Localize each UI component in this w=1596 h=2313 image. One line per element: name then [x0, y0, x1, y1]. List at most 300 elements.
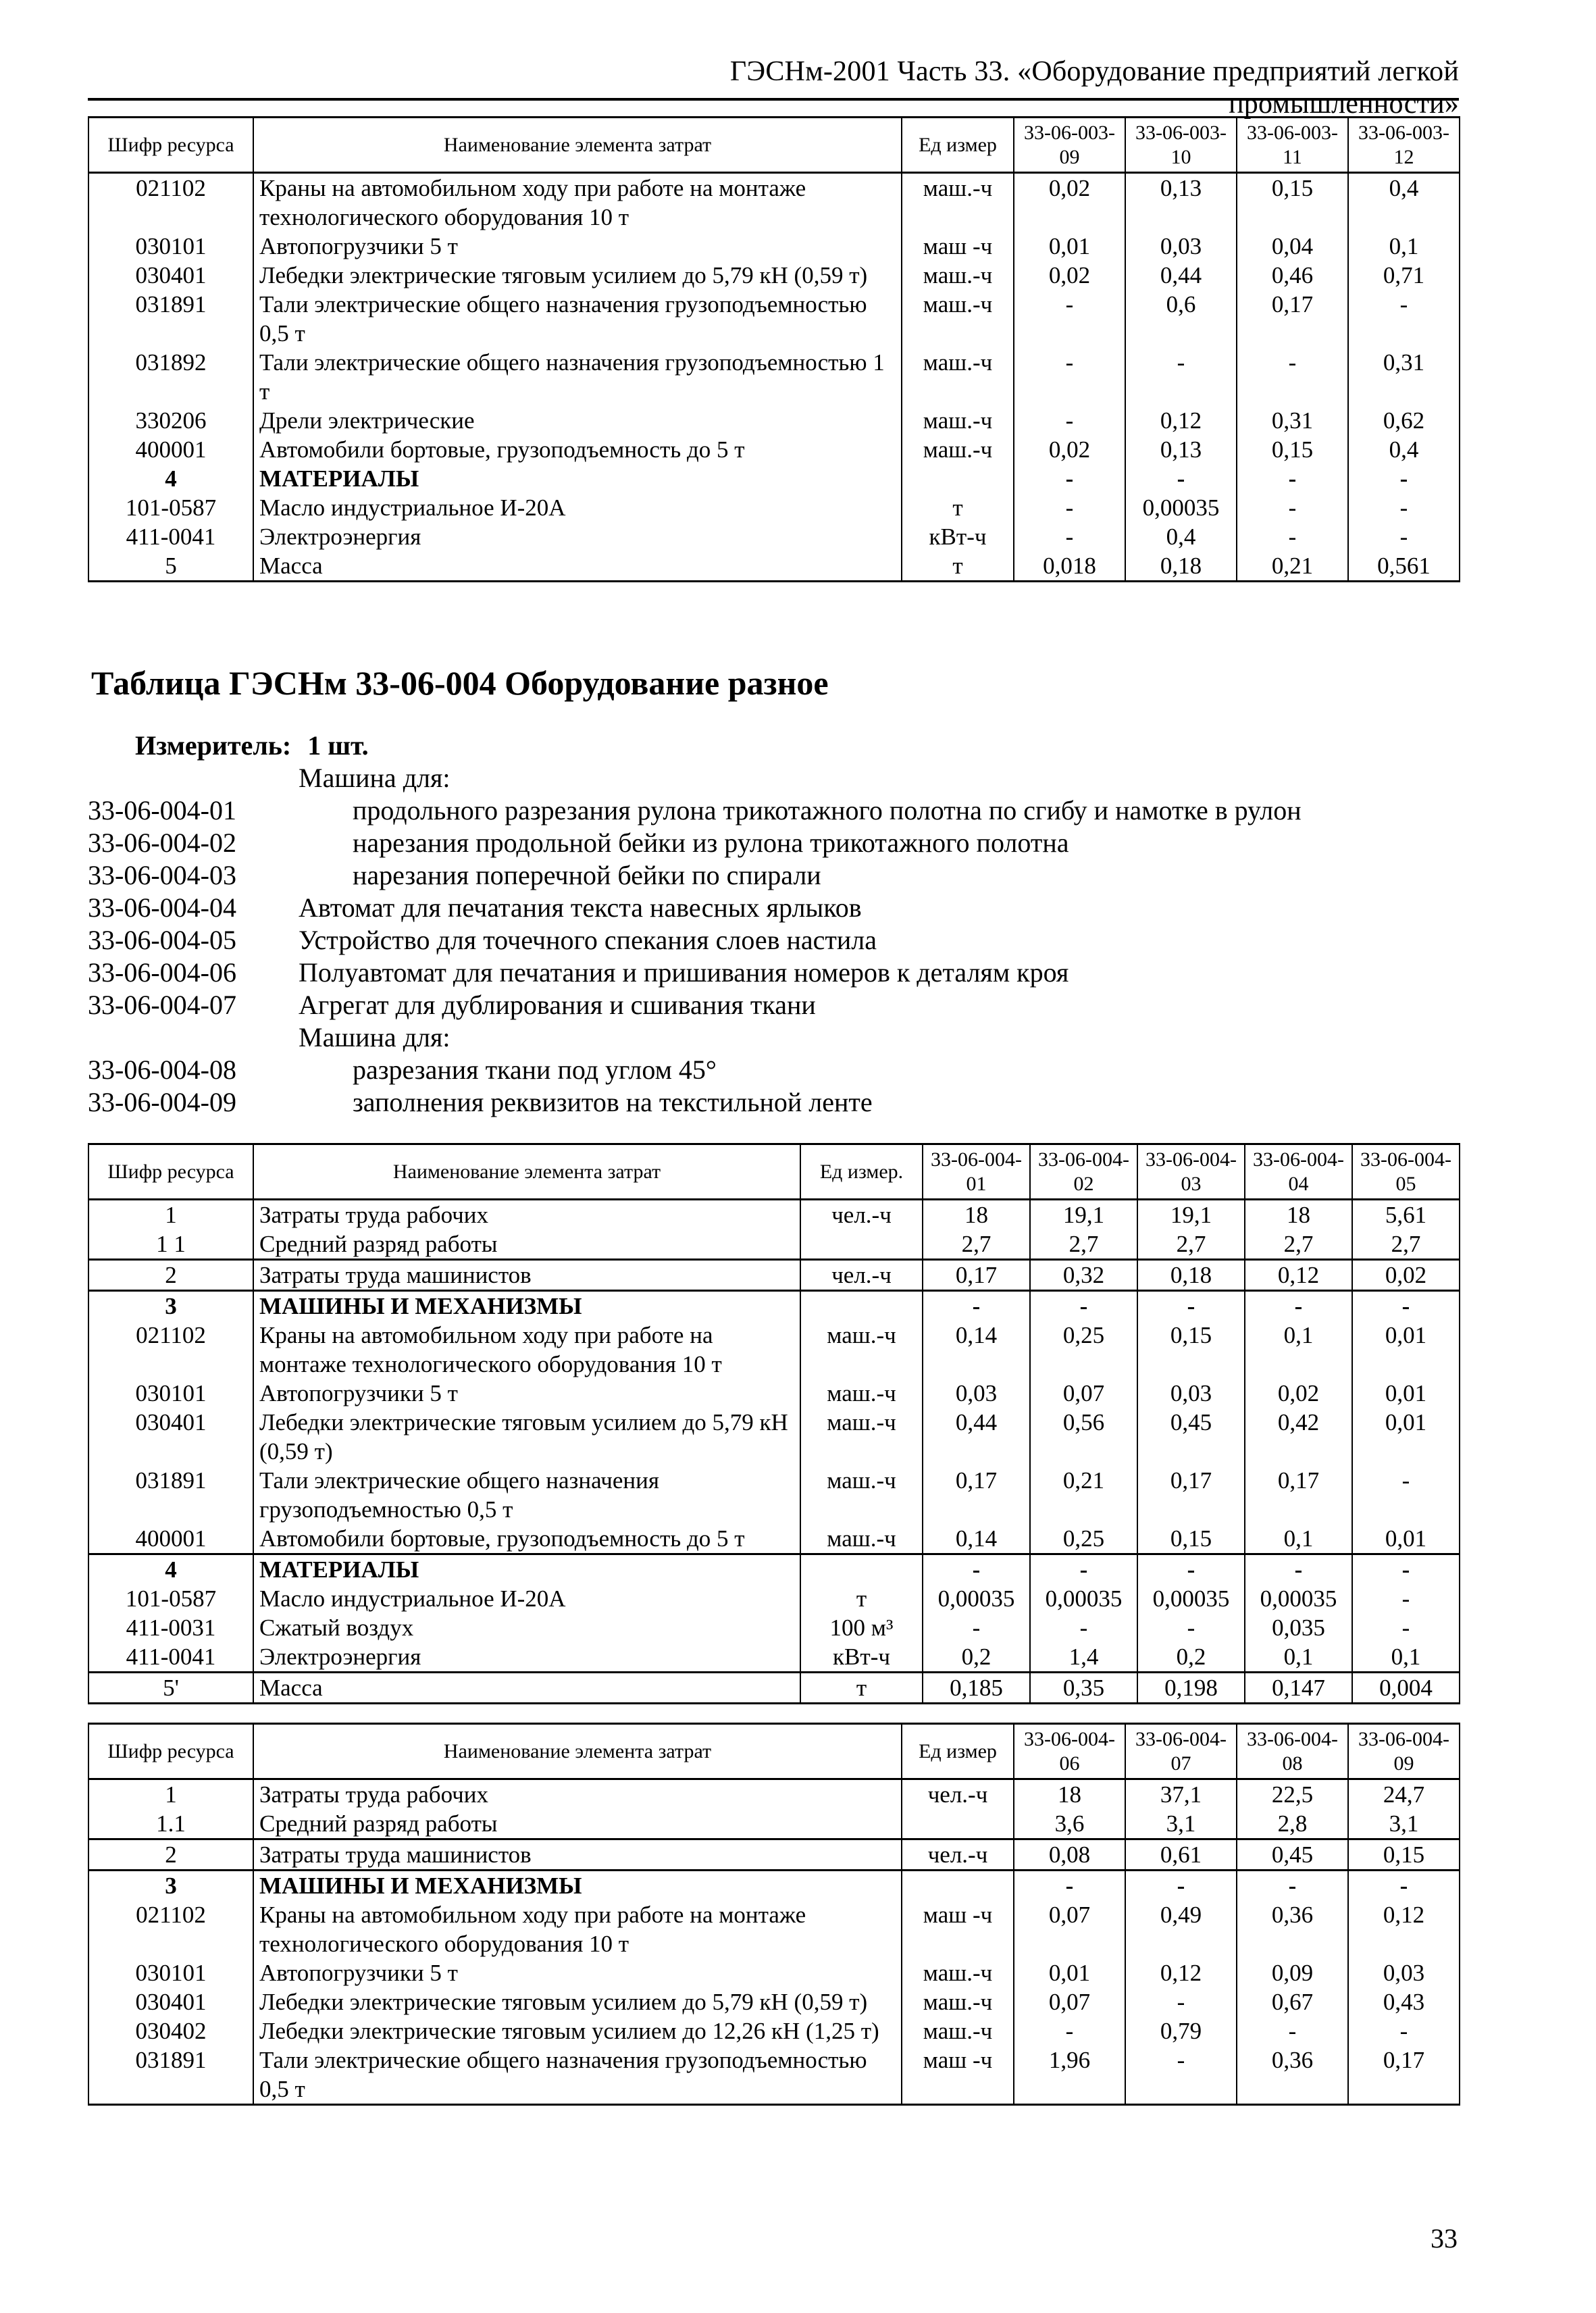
value-cell: 0,15: [1237, 435, 1348, 464]
table-row: [88, 406, 1460, 435]
resource-code-cell: 1: [88, 1200, 253, 1230]
value-cell: -: [1014, 522, 1125, 551]
value-cell: 0,03: [1137, 1379, 1245, 1408]
value-cell: -: [923, 1291, 1030, 1321]
norm-item-code: 33-06-004-07: [88, 990, 236, 1020]
table-row: [88, 290, 1460, 348]
unit-cell: маш.-ч: [800, 1524, 923, 1554]
table-body: [88, 173, 1460, 582]
value-cell: 0,1: [1352, 1642, 1460, 1673]
value-cell: 0,21: [1030, 1466, 1137, 1524]
unit-cell: маш.-ч: [800, 1321, 923, 1379]
resource-code-cell: 411-0031: [88, 1613, 253, 1642]
table-row: [88, 2016, 1460, 2045]
resource-name-cell: Затраты труда рабочих: [253, 1779, 902, 1810]
table-row: [88, 1900, 1460, 1958]
table-row: [88, 1809, 1460, 1839]
value-cell: 0,02: [1352, 1260, 1460, 1291]
value-cell: 37,1: [1125, 1779, 1237, 1810]
table-row: [88, 1987, 1460, 2016]
value-cell: -: [1014, 406, 1125, 435]
norm-item: [88, 1021, 1459, 1054]
value-cell: 0,07: [1030, 1379, 1137, 1408]
norm-item: [88, 924, 1459, 957]
resource-name-cell: МАШИНЫ И МЕХАНИЗМЫ: [253, 1291, 800, 1321]
table-row: [88, 348, 1460, 406]
table-row: [88, 2045, 1460, 2105]
unit-cell: [902, 464, 1014, 493]
value-cell: -: [1014, 464, 1125, 493]
unit-cell: 100 м³: [800, 1613, 923, 1642]
resource-name-cell: Масса: [253, 551, 902, 582]
unit-cell: маш.-ч: [902, 348, 1014, 406]
value-cell: 0,01: [1352, 1524, 1460, 1554]
resource-code-cell: 2: [88, 1839, 253, 1871]
norm-item-code: 33-06-004-05: [88, 925, 236, 955]
value-cell: -: [1137, 1291, 1245, 1321]
value-cell: 0,01: [1352, 1379, 1460, 1408]
value-cell: 0,42: [1245, 1408, 1352, 1466]
value-cell: 0,36: [1237, 2045, 1348, 2105]
value-cell: 0,02: [1014, 261, 1125, 290]
value-cell: 0,004: [1352, 1673, 1460, 1704]
value-cell: -: [1348, 1871, 1460, 1901]
unit-cell: т: [902, 493, 1014, 522]
table-row: [88, 1200, 1460, 1230]
value-cell: -: [1237, 348, 1348, 406]
unit-cell: маш.-ч: [800, 1466, 923, 1524]
value-cell: -: [1237, 2016, 1348, 2045]
unit-cell: кВт-ч: [902, 522, 1014, 551]
resource-code-cell: 030101: [88, 1379, 253, 1408]
value-cell: 0,17: [923, 1466, 1030, 1524]
value-cell: 0,71: [1348, 261, 1460, 290]
resource-name-cell: Электроэнергия: [253, 1642, 800, 1673]
table-row: [88, 1839, 1460, 1871]
norm-item-code: 33-06-004-03: [88, 860, 236, 890]
resource-name-cell: МАТЕРИАЛЫ: [253, 1554, 800, 1585]
table-row: [88, 1958, 1460, 1987]
resource-code-cell: 030402: [88, 2016, 253, 2045]
value-cell: -: [923, 1554, 1030, 1585]
resource-table-004-b: [88, 1723, 1460, 2106]
unit-cell: маш.-ч: [902, 406, 1014, 435]
resource-table-003: [88, 116, 1460, 582]
col-header-norm: 33-06-003-10: [1125, 118, 1237, 173]
value-cell: 0,15: [1237, 173, 1348, 232]
table-header-row: [88, 1724, 1460, 1779]
value-cell: 0,18: [1137, 1260, 1245, 1291]
resource-name-cell: Средний разряд работы: [253, 1229, 800, 1260]
resource-name-cell: Краны на автомобильном ходу при работе на монтаже технологического оборудования 10 т: [253, 1321, 800, 1379]
value-cell: 0,56: [1030, 1408, 1137, 1466]
unit-cell: [902, 1871, 1014, 1901]
norm-item-text: Машина для:: [299, 1022, 451, 1052]
resource-name-cell: Электроэнергия: [253, 522, 902, 551]
table-header-row: [88, 118, 1460, 173]
unit-cell: маш.-ч: [902, 1958, 1014, 1987]
value-cell: -: [1014, 493, 1125, 522]
col-header-norm: 33-06-004-05: [1352, 1144, 1460, 1200]
col-header-norm: 33-06-004-01: [923, 1144, 1030, 1200]
unit-cell: маш -ч: [902, 1900, 1014, 1958]
table-row: [88, 551, 1460, 582]
value-cell: 0,02: [1014, 435, 1125, 464]
col-header-unit: Ед измер.: [800, 1144, 923, 1200]
norm-item-code: 33-06-004-08: [88, 1054, 236, 1085]
table-row: [88, 522, 1460, 551]
value-cell: -: [1348, 290, 1460, 348]
value-cell: 0,25: [1030, 1524, 1137, 1554]
value-cell: 0,17: [1245, 1466, 1352, 1524]
value-cell: 0,4: [1348, 173, 1460, 232]
value-cell: 0,018: [1014, 551, 1125, 582]
value-cell: -: [1137, 1613, 1245, 1642]
value-cell: 0,31: [1237, 406, 1348, 435]
value-cell: 0,07: [1014, 1987, 1125, 2016]
unit-cell: чел.-ч: [800, 1260, 923, 1291]
value-cell: -: [1352, 1554, 1460, 1585]
value-cell: 22,5: [1237, 1779, 1348, 1810]
value-cell: 2,7: [1245, 1229, 1352, 1260]
value-cell: -: [1348, 493, 1460, 522]
value-cell: 0,32: [1030, 1260, 1137, 1291]
table-row: [88, 261, 1460, 290]
norm-item-text: Агрегат для дублирования и сшивания ткани: [299, 990, 816, 1020]
value-cell: 0,035: [1245, 1613, 1352, 1642]
meter-label: Измеритель:: [135, 730, 292, 761]
resource-name-cell: Лебедки электрические тяговым усилием до 5,79 кН (0,59 т): [253, 1408, 800, 1466]
col-header-norm: 33-06-004-04: [1245, 1144, 1352, 1200]
value-cell: -: [1348, 464, 1460, 493]
resource-code-cell: 030401: [88, 261, 253, 290]
value-cell: 0,15: [1348, 1839, 1460, 1871]
resource-code-cell: 031891: [88, 290, 253, 348]
resource-code-cell: 3: [88, 1871, 253, 1901]
unit-cell: т: [800, 1673, 923, 1704]
value-cell: -: [1245, 1554, 1352, 1585]
unit-cell: маш.-ч: [902, 290, 1014, 348]
value-cell: 0,02: [1014, 173, 1125, 232]
unit-cell: чел.-ч: [902, 1779, 1014, 1810]
value-cell: 0,01: [1014, 1958, 1125, 1987]
section-row: [88, 1554, 1460, 1585]
table-body: [88, 1200, 1460, 1704]
resource-name-cell: Дрели электрические: [253, 406, 902, 435]
table-row: [88, 493, 1460, 522]
value-cell: -: [1125, 1871, 1237, 1901]
value-cell: 0,00035: [1030, 1584, 1137, 1613]
value-cell: 0,1: [1348, 232, 1460, 261]
unit-cell: чел.-ч: [902, 1839, 1014, 1871]
value-cell: 0,07: [1014, 1900, 1125, 1958]
page-number: 33: [1431, 2223, 1458, 2254]
resource-name-cell: Лебедки электрические тяговым усилием до 5,79 кН (0,59 т): [253, 1987, 902, 2016]
meter-value: 1 шт.: [307, 730, 369, 761]
resource-name-cell: Автопогрузчики 5 т: [253, 232, 902, 261]
value-cell: 0,00035: [1137, 1584, 1245, 1613]
value-cell: 0,18: [1125, 551, 1237, 582]
resource-code-cell: 411-0041: [88, 1642, 253, 1673]
value-cell: 0,1: [1245, 1321, 1352, 1379]
norm-item: [88, 762, 1459, 794]
norm-item-text: Машина для:: [299, 763, 451, 793]
value-cell: 18: [923, 1200, 1030, 1230]
value-cell: 2,8: [1237, 1809, 1348, 1839]
norm-item-text: нарезания продольной бейки из рулона трикотажного полотна: [353, 828, 1069, 858]
value-cell: -: [1125, 464, 1237, 493]
unit-cell: маш.-ч: [902, 173, 1014, 232]
norm-item: [88, 794, 1459, 827]
value-cell: 0,46: [1237, 261, 1348, 290]
resource-name-cell: Лебедки электрические тяговым усилием до 12,26 кН (1,25 т): [253, 2016, 902, 2045]
value-cell: 0,44: [923, 1408, 1030, 1466]
value-cell: 24,7: [1348, 1779, 1460, 1810]
table-row: [88, 1642, 1460, 1673]
col-header-norm: 33-06-003-09: [1014, 118, 1125, 173]
col-header-norm: 33-06-004-07: [1125, 1724, 1237, 1779]
value-cell: -: [1348, 2016, 1460, 2045]
col-header-norm: 33-06-004-09: [1348, 1724, 1460, 1779]
value-cell: 0,17: [923, 1260, 1030, 1291]
resource-code-cell: 030401: [88, 1987, 253, 2016]
norm-item-code: 33-06-004-09: [88, 1087, 236, 1117]
value-cell: 0,13: [1125, 173, 1237, 232]
table-row: [88, 1408, 1460, 1466]
value-cell: 0,79: [1125, 2016, 1237, 2045]
table-row: [88, 1466, 1460, 1524]
col-header-name: Наименование элемента затрат: [253, 118, 902, 173]
value-cell: 0,12: [1125, 1958, 1237, 1987]
resource-name-cell: Тали электрические общего назначения грузоподъемностью 0,5 т: [253, 2045, 902, 2105]
value-cell: 1,96: [1014, 2045, 1125, 2105]
value-cell: 0,00035: [1245, 1584, 1352, 1613]
value-cell: 0,2: [923, 1642, 1030, 1673]
resource-name-cell: Затраты труда машинистов: [253, 1260, 800, 1291]
col-header-norm: 33-06-003-11: [1237, 118, 1348, 173]
unit-cell: [800, 1229, 923, 1260]
resource-code-cell: 030401: [88, 1408, 253, 1466]
norm-item-code: 33-06-004-01: [88, 795, 236, 825]
resource-name-cell: Автопогрузчики 5 т: [253, 1958, 902, 1987]
col-header-unit: Ед измер: [902, 118, 1014, 173]
value-cell: 0,17: [1137, 1466, 1245, 1524]
unit-cell: маш.-ч: [902, 261, 1014, 290]
section-row: [88, 1291, 1460, 1321]
resource-name-cell: Тали электрические общего назначения грузоподъемностью 0,5 т: [253, 1466, 800, 1524]
value-cell: 0,1: [1245, 1524, 1352, 1554]
resource-code-cell: 101-0587: [88, 493, 253, 522]
resource-code-cell: 2: [88, 1260, 253, 1291]
value-cell: 0,03: [1125, 232, 1237, 261]
table-header-row: [88, 1144, 1460, 1200]
col-header-norm: 33-06-004-08: [1237, 1724, 1348, 1779]
resource-code-cell: 4: [88, 464, 253, 493]
value-cell: 0,21: [1237, 551, 1348, 582]
resource-code-cell: 1: [88, 1779, 253, 1810]
resource-name-cell: Автомобили бортовые, грузоподъемность до 5 т: [253, 1524, 800, 1554]
value-cell: -: [1245, 1291, 1352, 1321]
value-cell: 0,02: [1245, 1379, 1352, 1408]
resource-code-cell: 5: [88, 551, 253, 582]
table-body: [88, 1779, 1460, 2105]
value-cell: 0,13: [1125, 435, 1237, 464]
value-cell: -: [1137, 1554, 1245, 1585]
value-cell: -: [1237, 493, 1348, 522]
unit-cell: маш -ч: [902, 2045, 1014, 2105]
unit-cell: чел.-ч: [800, 1200, 923, 1230]
norm-item-text: продольного разрезания рулона трикотажного полотна по сгибу и намотке в рулон: [353, 795, 1302, 825]
norm-item-text: разрезания ткани под углом 45°: [353, 1054, 717, 1085]
value-cell: 1,4: [1030, 1642, 1137, 1673]
value-cell: -: [1352, 1291, 1460, 1321]
value-cell: 0,00035: [1125, 493, 1237, 522]
value-cell: 0,14: [923, 1321, 1030, 1379]
col-header-unit: Ед измер: [902, 1724, 1014, 1779]
value-cell: 0,185: [923, 1673, 1030, 1704]
value-cell: -: [1352, 1584, 1460, 1613]
value-cell: 0,49: [1125, 1900, 1237, 1958]
unit-cell: маш -ч: [902, 232, 1014, 261]
unit-cell: маш.-ч: [902, 2016, 1014, 2045]
resource-code-cell: 031892: [88, 348, 253, 406]
table-row: [88, 1673, 1460, 1704]
table-row: [88, 1779, 1460, 1810]
value-cell: 0,03: [1348, 1958, 1460, 1987]
value-cell: 0,6: [1125, 290, 1237, 348]
resource-name-cell: Краны на автомобильном ходу при работе на монтаже технологического оборудования 10 т: [253, 173, 902, 232]
unit-cell: маш.-ч: [902, 435, 1014, 464]
value-cell: -: [1014, 1871, 1125, 1901]
resource-name-cell: Сжатый воздух: [253, 1613, 800, 1642]
value-cell: 0,45: [1137, 1408, 1245, 1466]
norm-item-text: Полуавтомат для печатания и пришивания номеров к деталям кроя: [299, 957, 1069, 988]
resource-table-004-a: [88, 1143, 1460, 1704]
value-cell: 3,1: [1125, 1809, 1237, 1839]
value-cell: -: [1237, 522, 1348, 551]
value-cell: 0,61: [1125, 1839, 1237, 1871]
value-cell: 0,17: [1237, 290, 1348, 348]
value-cell: 3,6: [1014, 1809, 1125, 1839]
value-cell: 0,25: [1030, 1321, 1137, 1379]
resource-code-cell: 400001: [88, 435, 253, 464]
norm-item: [88, 1054, 1459, 1086]
norm-item-code: 33-06-004-04: [88, 892, 236, 923]
resource-name-cell: Затраты труда рабочих: [253, 1200, 800, 1230]
value-cell: -: [1237, 464, 1348, 493]
resource-name-cell: МАТЕРИАЛЫ: [253, 464, 902, 493]
table-row: [88, 1524, 1460, 1554]
norm-item: [88, 892, 1459, 924]
resource-code-cell: 330206: [88, 406, 253, 435]
value-cell: 0,00035: [923, 1584, 1030, 1613]
value-cell: -: [1014, 348, 1125, 406]
col-header-norm: 33-06-004-03: [1137, 1144, 1245, 1200]
value-cell: -: [1237, 1871, 1348, 1901]
unit-cell: [902, 1809, 1014, 1839]
norm-item-text: Устройство для точечного спекания слоев настила: [299, 925, 877, 955]
value-cell: 0,45: [1237, 1839, 1348, 1871]
norm-item-code: 33-06-004-02: [88, 828, 236, 858]
value-cell: 0,62: [1348, 406, 1460, 435]
value-cell: -: [1125, 2045, 1237, 2105]
col-header-code: Шифр ресурса: [88, 1144, 253, 1200]
table-row: [88, 435, 1460, 464]
resource-name-cell: Масса: [253, 1673, 800, 1704]
resource-code-cell: 031891: [88, 1466, 253, 1524]
norm-item: [88, 957, 1459, 989]
value-cell: -: [1030, 1291, 1137, 1321]
value-cell: 0,4: [1348, 435, 1460, 464]
unit-cell: [800, 1554, 923, 1585]
value-cell: 0,15: [1137, 1321, 1245, 1379]
value-cell: -: [1352, 1466, 1460, 1524]
value-cell: 0,4: [1125, 522, 1237, 551]
resource-code-cell: 1 1: [88, 1229, 253, 1260]
col-header-code: Шифр ресурса: [88, 118, 253, 173]
section-row: [88, 1871, 1460, 1901]
value-cell: -: [1348, 522, 1460, 551]
value-cell: 0,44: [1125, 261, 1237, 290]
resource-code-cell: 1.1: [88, 1809, 253, 1839]
col-header-name: Наименование элемента затрат: [253, 1724, 902, 1779]
resource-code-cell: 5': [88, 1673, 253, 1704]
norm-item: [88, 859, 1459, 892]
value-cell: -: [1014, 290, 1125, 348]
value-cell: 0,17: [1348, 2045, 1460, 2105]
resource-code-cell: 411-0041: [88, 522, 253, 551]
value-cell: 0,67: [1237, 1987, 1348, 2016]
norm-item: [88, 989, 1459, 1021]
value-cell: 3,1: [1348, 1809, 1460, 1839]
meter-line: [135, 730, 369, 761]
value-cell: -: [1030, 1554, 1137, 1585]
resource-code-cell: 030101: [88, 232, 253, 261]
norm-item: [88, 1086, 1459, 1119]
resource-name-cell: Средний разряд работы: [253, 1809, 902, 1839]
value-cell: 0,43: [1348, 1987, 1460, 2016]
resource-code-cell: 3: [88, 1291, 253, 1321]
value-cell: -: [1014, 2016, 1125, 2045]
resource-name-cell: Автопогрузчики 5 т: [253, 1379, 800, 1408]
value-cell: 0,01: [1352, 1408, 1460, 1466]
resource-name-cell: Масло индустриальное И-20А: [253, 493, 902, 522]
resource-name-cell: Тали электрические общего назначения грузоподъемностью 0,5 т: [253, 290, 902, 348]
resource-name-cell: Лебедки электрические тяговым усилием до 5,79 кН (0,59 т): [253, 261, 902, 290]
value-cell: 0,08: [1014, 1839, 1125, 1871]
norm-item-text: заполнения реквизитов на текстильной ленте: [353, 1087, 873, 1117]
unit-cell: т: [800, 1584, 923, 1613]
value-cell: -: [1030, 1613, 1137, 1642]
resource-code-cell: 101-0587: [88, 1584, 253, 1613]
resource-name-cell: Масло индустриальное И-20А: [253, 1584, 800, 1613]
value-cell: 0,04: [1237, 232, 1348, 261]
norm-item-text: Автомат для печатания текста навесных ярлыков: [299, 892, 862, 923]
value-cell: 0,12: [1245, 1260, 1352, 1291]
value-cell: 18: [1014, 1779, 1125, 1810]
value-cell: 0,35: [1030, 1673, 1137, 1704]
col-header-norm: 33-06-004-06: [1014, 1724, 1125, 1779]
value-cell: 0,15: [1137, 1524, 1245, 1554]
value-cell: 2,7: [1030, 1229, 1137, 1260]
unit-cell: т: [902, 551, 1014, 582]
table-row: [88, 173, 1460, 232]
value-cell: 2,7: [1352, 1229, 1460, 1260]
resource-code-cell: 030101: [88, 1958, 253, 1987]
value-cell: -: [923, 1613, 1030, 1642]
value-cell: -: [1125, 348, 1237, 406]
value-cell: 2,7: [1137, 1229, 1245, 1260]
